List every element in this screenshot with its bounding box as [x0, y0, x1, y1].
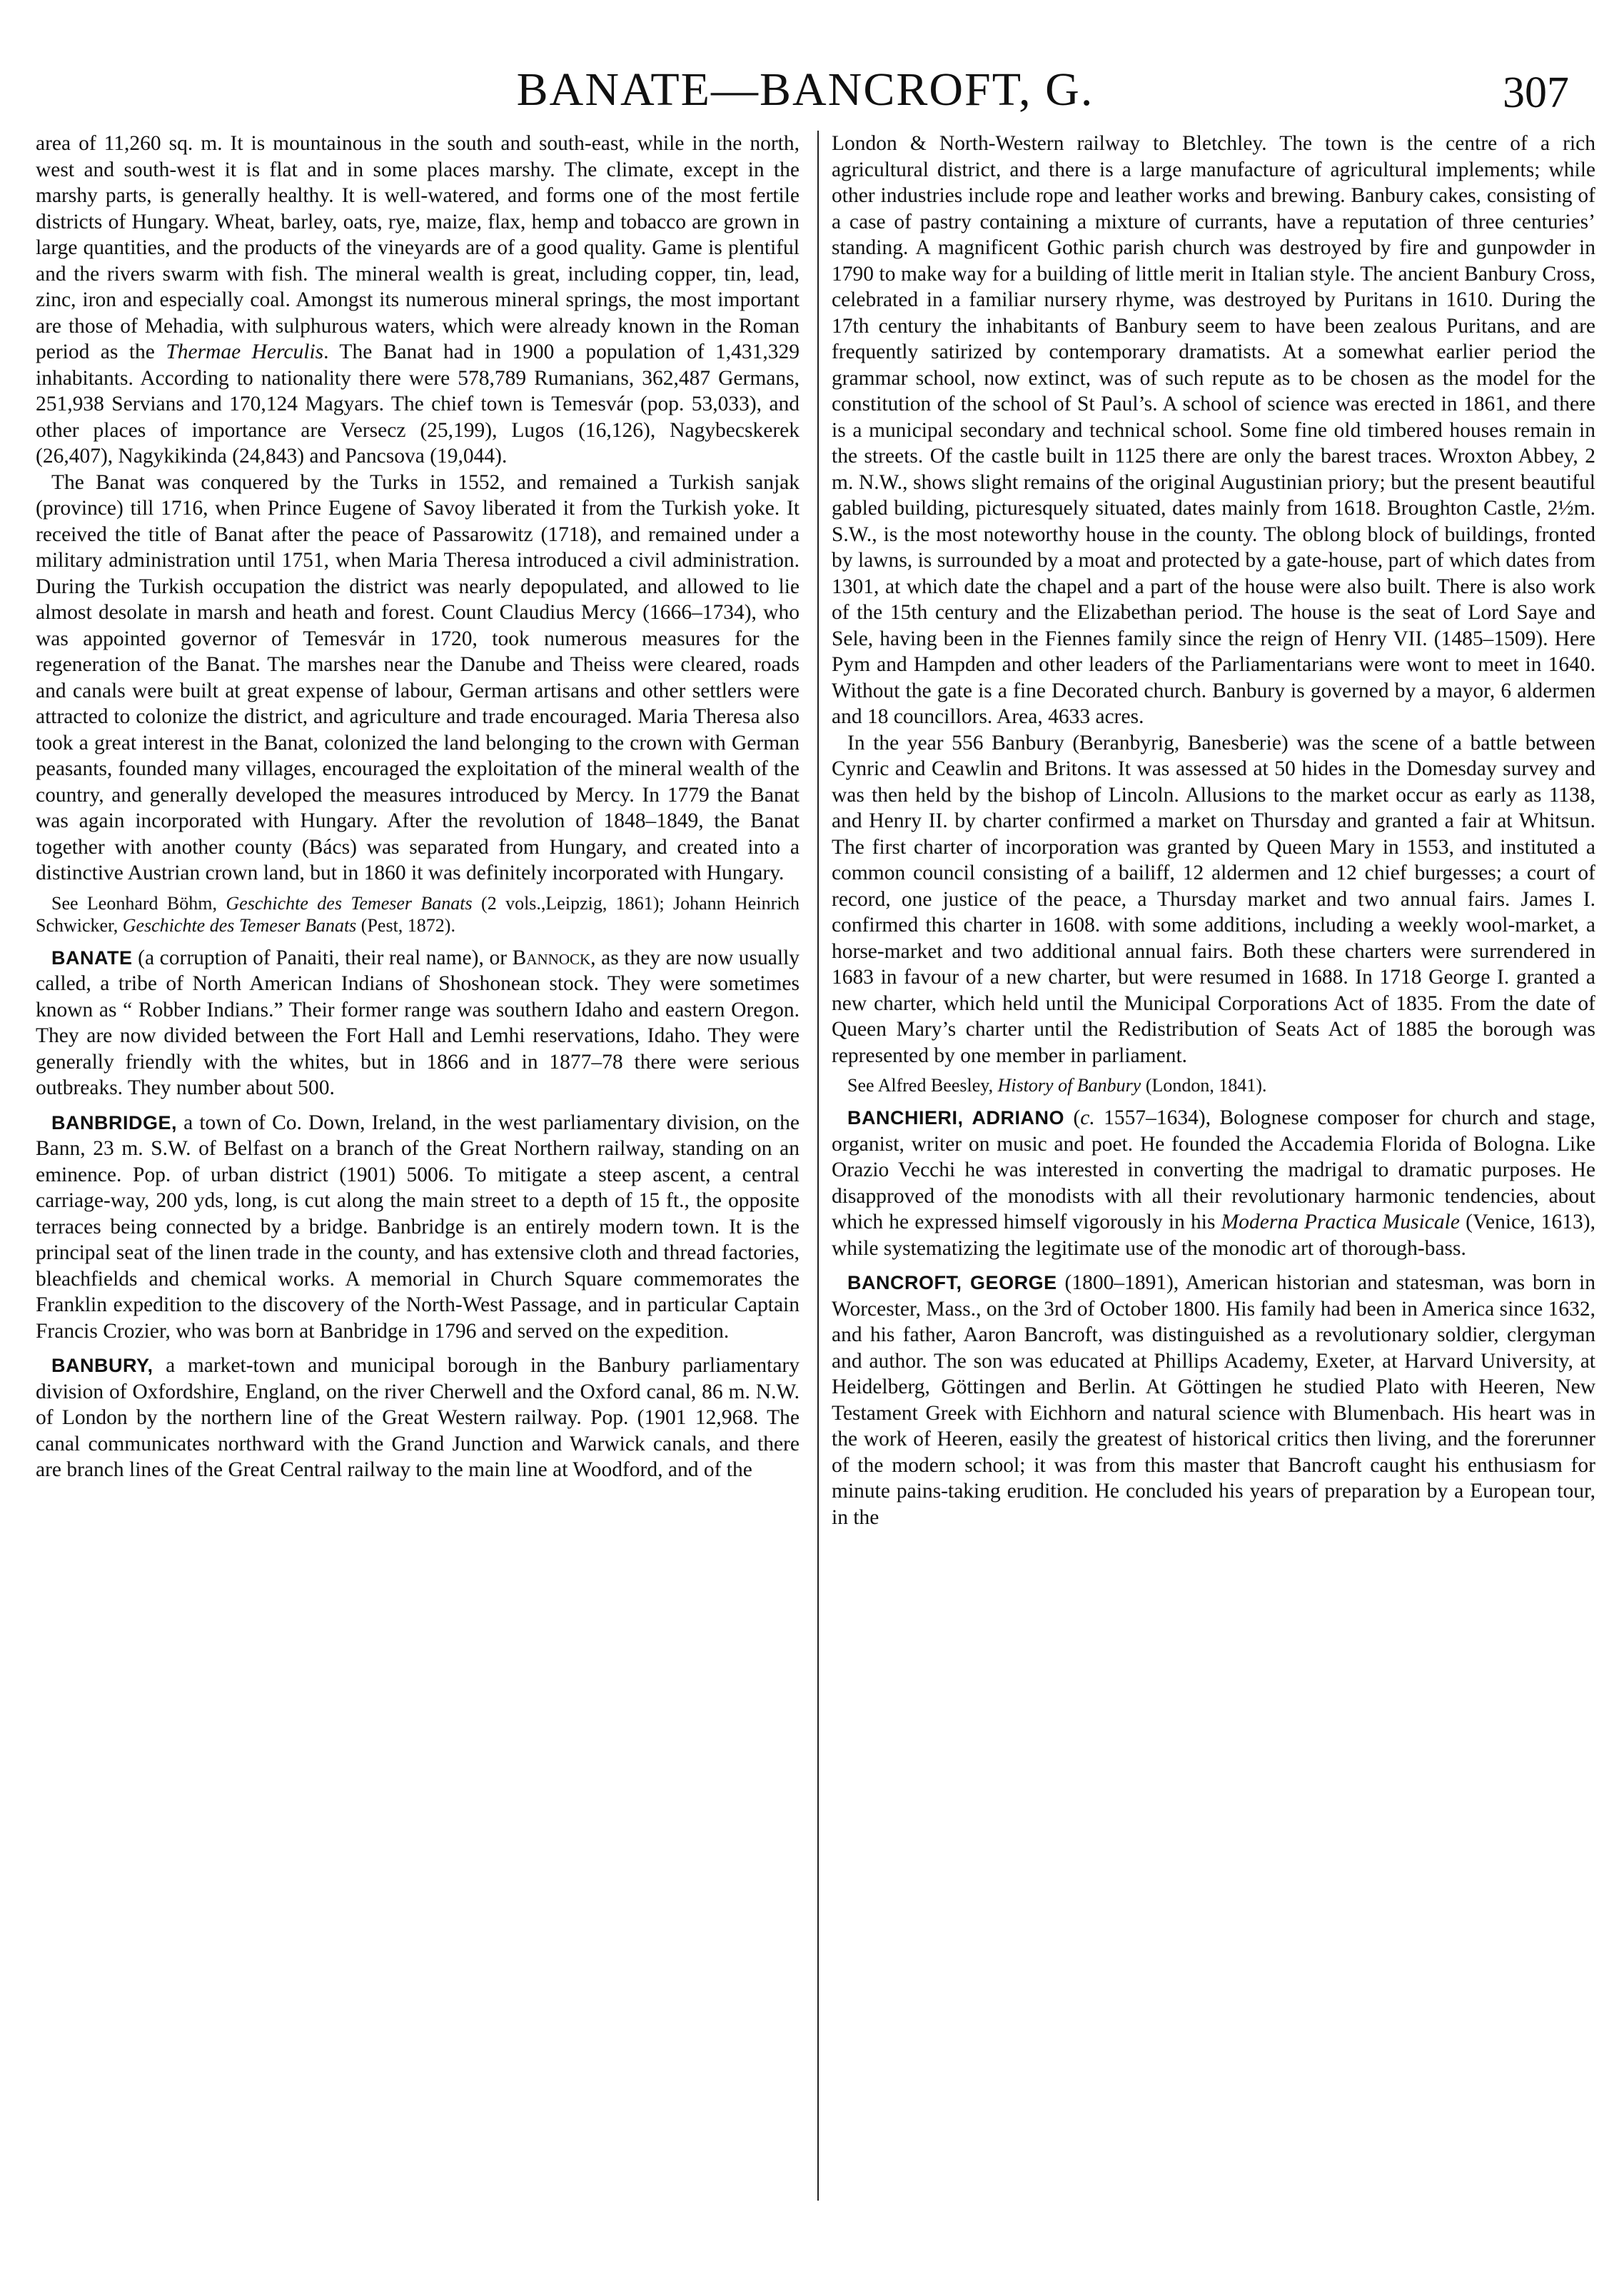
- running-head: [34, 57, 1576, 128]
- banat-biblio-title-1: Geschichte des Temeser Banats: [226, 892, 473, 914]
- banchieri-italic-title: Moderna Practica Musicale: [1221, 1211, 1460, 1233]
- banchieri-text-end: (Venice, 1613), while systematizing the legitimate use of the monodic art of thorough-bass.: [832, 1211, 1595, 1260]
- article-bancroft: [832, 1270, 1595, 1530]
- article-banbury: [36, 1353, 800, 1483]
- banbury-biblio-a: See Alfred Beesley,: [847, 1075, 994, 1096]
- headword-banate: BANATE: [51, 946, 133, 969]
- banchieri-text: 1557–1634), Bolognese composer for church and stage, organist, writer on music and poet. He founded the Accademia Florida of Bologna. Like Orazio Vecchi he was interested in converting the madrigal to dramatic purposes. He disapproved of the monodists with all their revolutionary harmonic tendencies, about which he expressed himself vigorously in his: [832, 1106, 1595, 1233]
- right-column: [832, 131, 1595, 2243]
- banbury-text: a market-town and municipal borough in the Banbury parliamentary division of Oxfordshire, England, on the river Cherwell and the Oxford canal, 86 m. N.W. of London by the northern line of the Great Western railway. Pop. (1901 12,968. The canal communicates northward with the Grand Junction and Warwick canals, and there are branch lines of the Great Central railway to the main line at Woodford, and of the: [36, 1354, 800, 1481]
- banat-paragraph-2: The Banat was conquered by the Turks in 1552, and remained a Turkish sanjak (province) till 1716, when Prince Eugene of Savoy liberated it from the Turkish yoke. It received the title of Banat after the peace of Passarowitz (1718), and remained under a military administration until 1751, when Maria Theresa introduced a civil administration. During the Turkish occupation the district was nearly depopulated, and allowed to lie almost desolate in marsh and heath and forest. Count Claudius Mercy (1666–1734), who was appointed governor of Temesvár in 1720, took numerous measures for the regeneration of the Banat. The marshes near the Danube and Theiss were cleared, roads and canals were built at great expense of labour, German artisans and other settlers were attracted to colonize the district, and agriculture and trade encouraged. Maria Theresa also took a great interest in the Banat, colonized the land belonging to the crown with German peasants, founded many villages, encouraged the exploitation of the mineral wealth of the country, and generally developed the measures introduced by Mercy. In 1779 the Banat was again incorporated with Hungary. After the revolution of 1848–1849, the Banat together with another county (Bács) was separated from Hungary, and created into a distinctive Austrian crown land, but in 1860 it was definitely incorporated with Hungary.: [36, 470, 800, 884]
- article-banchieri: [832, 1105, 1595, 1261]
- page-title: BANATE—BANCROFT, G.: [516, 64, 1094, 116]
- banbury-biblio-title: History of Banbury: [997, 1075, 1141, 1096]
- banchieri-circa: c.: [1080, 1106, 1095, 1129]
- article-banbridge: [36, 1110, 800, 1345]
- banbury-bibliography: [832, 1074, 1595, 1096]
- banat-biblio-b: (2 vols.,Leipzig, 1861); Johann Heinrich Schwicker,: [36, 892, 800, 936]
- banat-biblio-c: (Pest, 1872).: [360, 914, 455, 936]
- headword-banbury: BANBURY,: [51, 1355, 153, 1376]
- article-banate: [36, 945, 800, 1101]
- banate-text-a: (a corruption of Panaiti, their real name), or: [138, 946, 508, 969]
- banchieri-paren: (: [1073, 1106, 1081, 1129]
- banat-text-1b: . The Banat had in 1900 a population of 1,431,329 inhabitants. According to nationality there were 578,789 Rumanians, 362,487 Germans, 251,938 Servians and 170,124 Magyars. The chief town is Temesvár (pop. 53,033), and other places of importance are Versecz (25,199), Lugos (16,126), Nagybecskerek (26,407), Nagykikinda (24,843) and Pancsova (19,044).: [36, 340, 800, 468]
- headword-banbridge: BANBRIDGE,: [51, 1111, 178, 1134]
- left-column: [36, 131, 800, 2243]
- banat-italic-thermae: Thermae Herculis: [166, 340, 324, 363]
- banat-biblio-title-2: Geschichte des Temeser Banats: [122, 914, 357, 936]
- headword-banchieri: BANCHIERI, ADRIANO: [847, 1107, 1065, 1129]
- banbury-continuation: London & North-Western railway to Bletchley. The town is the centre of a rich agricultural district, and there is a large manufacture of agricultural implements; while other industries include rope and leather works and brewing. Banbury cakes, consisting of a case of pastry containing a mixture of currants, have a reputation of three centuries’ standing. A magnificent Gothic parish church was destroyed by fire and gunpowder in 1790 to make way for a building of little merit in Italian style. The ancient Banbury Cross, celebrated in a familiar nursery rhyme, was destroyed by Puritans in 1610. During the 17th century the inhabitants of Banbury seem to have been zealous Puritans, and are frequently satirized by contemporary dramatists. At a somewhat earlier period the grammar school, now extinct, was of such repute as to be chosen as the model for the constitution of the school of St Paul’s. A school of science was erected in 1861, and there is a municipal secondary and technical school. Some fine old timbered houses remain in the streets. Of the castle built in 1125 there are only the barest traces. Wroxton Abbey, 2 m. N.W., shows slight remains of the original Augustinian priory; but the present beautiful gabled building, picturesquely situated, dates mainly from 1618. Broughton Castle, 2½m. S.W., is the most noteworthy house in the county. The oblong block of buildings, fronted by lawns, is surrounded by a moat and protected by a gate-house, part of which dates from 1301, at which date the chapel and a part of the house were also built. There is also work of the 15th century and the Elizabethan period. The house is the seat of Lord Saye and Sele, having been in the Fiennes family since the reign of Henry VII. (1485–1509). Here Pym and Hampden and other leaders of the Parliamentarians were wont to meet in 1640. Without the gate is a fine Decorated church. Banbury is governed by a mayor, 6 aldermen and 18 councillors. Area, 4633 acres.: [832, 132, 1595, 728]
- banbury-biblio-b: (London, 1841).: [1145, 1075, 1267, 1096]
- banat-paragraph-1: [36, 131, 800, 470]
- banbridge-text: a town of Co. Down, Ireland, in the west parliamentary division, on the Bann, 23 m. S.W. of Belfast on a branch of the Great Northern railway, standing on an eminence. Pop. of urban district (1901) 5006. To mitigate a steep ascent, a central carriage-way, 200 yds, long, is cut along the main street to a depth of 15 ft., the opposite terraces being connected by a bridge. Banbridge is an entirely modern town. It is the principal seat of the linen trade in the county, and has extensive cloth and thread factories, bleachfields and chemical works. A memorial in Church Square commemorates the Franklin expedition to the discovery of the North-West Passage, and in particular Captain Francis Crozier, who was born at Banbridge in 1796 and served on the expedition.: [36, 1111, 800, 1343]
- bancroft-text: (1800–1891), American historian and statesman, was born in Worcester, Mass., on the 3rd of October 1800. His family had been in America since 1632, and his father, Aaron Bancroft, was distinguished as a revolutionary soldier, clergyman and author. The son was educated at Phillips Academy, Exeter, at Harvard University, at Heidelberg, Göttingen and Berlin. At Göttingen he studied Plato with Heeren, New Testament Greek with Eichhorn and natural science with Blumenbach. His heart was in the work of Heeren, easily the greatest of historical critics then living, and the forerunner of the modern school; it was from this master that Bancroft caught his enthusiasm for minute pains-taking erudition. He concluded his years of preparation by a European tour, in the: [832, 1271, 1595, 1529]
- banate-text-b: , as they are now usually called, a tribe of North American Indians of Shoshonean stock. They were sometimes known as “ Robber Indians.” Their former range was southern Idaho and eastern Oregon. They are now divided between the Fort Hall and Lemhi reservations, Idaho. They were generally friendly with the whites, but in 1866 and in 1877–78 there were serious outbreaks. They number about 500.: [36, 946, 800, 1099]
- banat-bibliography: [36, 892, 800, 936]
- banate-smallcaps-bannock: Bannock: [512, 946, 591, 969]
- banat-text-1: area of 11,260 sq. m. It is mountainous in the south and south-east, while in the north, west and south-west it is flat and in some places marshy. The climate, except in the marshy parts, is generally healthy. It is well-watered, and forms one of the most fertile districts of Hungary. Wheat, barley, oats, rye, maize, flax, hemp and tobacco are grown in large quantities, and the products of the vineyards are of a good quality. Game is plentiful and the rivers swarm with fish. The mineral wealth is great, including copper, tin, lead, zinc, iron and especially coal. Amongst its numerous mineral springs, the most important are those of Mehadia, with sulphurous waters, which were already known in the Roman period as the: [36, 132, 800, 363]
- banbury-history: In the year 556 Banbury (Beranbyrig, Banesberie) was the scene of a battle between Cynric and Ceawlin and Britons. It was assessed at 50 hides in the Domesday survey and was then held by the bishop of Lincoln. Allusions to the market occur as early as 1138, and Henry II. by charter confirmed a market on Thursday and granted a fair at Whitsun. The first charter of incorporation was granted by Queen Mary in 1553, and instituted a common council consisting of a bailiff, 12 aldermen and 12 chief burgesses; a court of record, one justice of the peace, a Thursday market and two annual fairs. James I. confirmed this charter in 1608. with some additions, including a weekly wool-market, a horse-market and two additional annual fairs. Both these charters were surrendered in 1683 in favour of a new charter, but were resumed in 1688. In 1718 George I. granted a new charter, which held until the Municipal Corporations Act of 1835. From the date of Queen Mary’s charter until the Redistribution of Seats Act of 1885 the borough was represented by one member in parliament.: [832, 731, 1595, 1067]
- banat-biblio-a: See Leonhard Böhm,: [51, 892, 217, 914]
- column-divider: [817, 131, 819, 2201]
- page-number: 307: [1503, 69, 1569, 117]
- headword-bancroft: BANCROFT, GEORGE: [847, 1272, 1057, 1293]
